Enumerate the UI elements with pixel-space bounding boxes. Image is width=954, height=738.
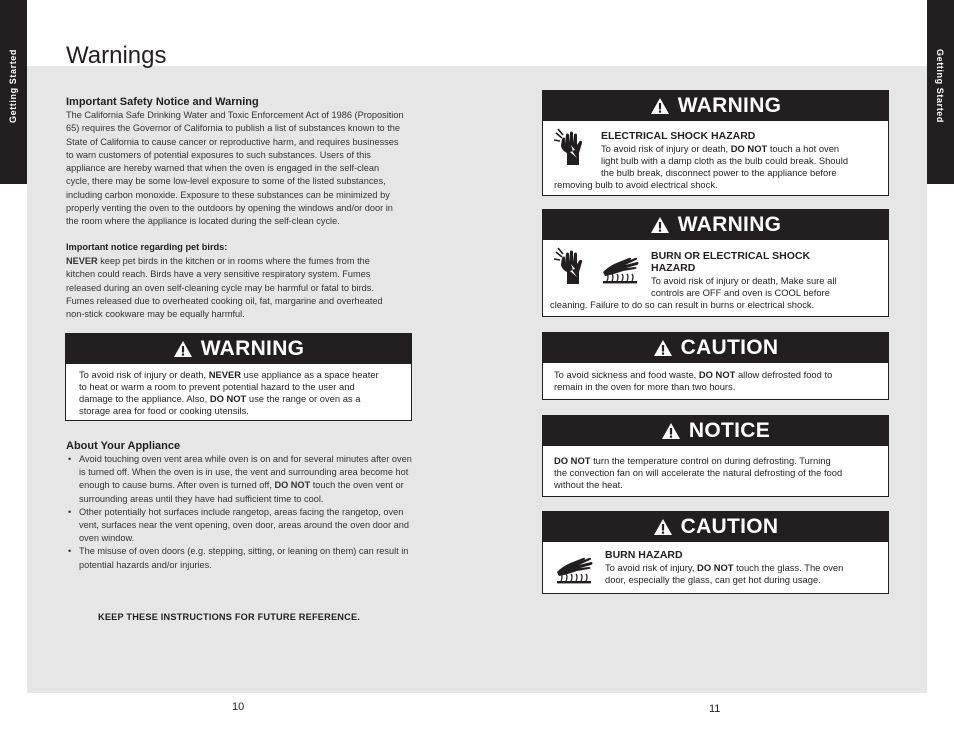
notice-header <box>543 416 888 446</box>
caution-text-line: door, especially the glass, can get hot during usage. <box>605 574 821 585</box>
food-caution-text <box>554 369 832 393</box>
caution-text-segment: To avoid risk of injury, <box>605 562 698 573</box>
burn-shock-title <box>651 250 810 274</box>
caution-header <box>543 512 888 542</box>
caution-header <box>543 333 888 363</box>
warning-triangle-icon <box>653 518 673 536</box>
birds-line: Fumes released due to overheated cooking oil, fat, margarine and overheated <box>66 295 383 306</box>
burn-hand-icon <box>553 550 597 584</box>
warning-text-line: to heat or warm a room to prevent potential hazard to the user and <box>79 381 355 392</box>
warning-triangle-icon <box>653 339 673 357</box>
warning-triangle-icon <box>173 340 193 358</box>
page-title: Warnings <box>66 42 167 69</box>
notice-text-segment: turn the temperature control on during defrosting. Turning <box>590 455 831 466</box>
safety-notice-text <box>66 109 416 229</box>
safety-line: appliance are hereby warned that when the oven is engaged in the self-clean <box>66 163 380 174</box>
do-not-emphasis: DO NOT <box>698 369 736 380</box>
birds-line: kitchen could reach. Birds have a very sensitive respiratory system. Fumes <box>66 269 371 280</box>
warning-text-line: the bulb break, disconnect power to the appliance before <box>601 167 837 178</box>
about-appliance-heading: About Your Appliance <box>66 440 181 452</box>
safety-notice-heading: Important Safety Notice and Warning <box>66 96 259 108</box>
title-line: HAZARD <box>651 262 696 274</box>
burn-hazard-text <box>605 562 843 586</box>
warning-triangle-icon <box>650 216 670 234</box>
warning-text-segment: use the range or oven as a <box>246 393 361 404</box>
safety-line: The California Safe Drinking Water and Toxic Enforcement Act of 1986 (Proposition <box>66 110 404 120</box>
warning-label: WARNING <box>677 94 782 117</box>
safety-line: properly venting the oven to the outdoors by opening the windows and/or door in <box>66 203 393 214</box>
birds-line: keep pet birds in the kitchen or in rooms where the fumes from the <box>97 256 370 266</box>
list-item <box>66 453 416 506</box>
caution-label: CAUTION <box>680 515 779 538</box>
side-tab-left-label: Getting Started <box>8 48 18 124</box>
birds-line: non-stick cookware may be equally harmful. <box>66 309 245 320</box>
electrical-shock-text <box>601 143 848 179</box>
title-line: BURN OR ELECTRICAL SHOCK <box>651 250 811 262</box>
caution-label: CAUTION <box>680 336 779 359</box>
notice-label: NOTICE <box>688 419 771 442</box>
caution-text-segment: To avoid sickness and food waste, <box>554 369 699 380</box>
safety-line: State of California to cause cancer or reproductive harm, and requires businesses <box>66 136 399 147</box>
warning-text-line: controls are OFF and oven is COOL before <box>651 287 830 298</box>
burn-shock-text-last: cleaning. Failure to do so can result in burns or electrical shock. <box>550 299 815 310</box>
bullet-text: touch the oven vent or surrounding areas until they have had sufficient time to cool. <box>79 480 404 504</box>
safety-line: to warn customers of potential exposures to such substances. Users of this <box>66 149 371 160</box>
warning-text-line: To avoid risk of injury or death, Make sure all <box>651 275 837 286</box>
do-not-emphasis: DO NOT <box>209 393 247 404</box>
do-not-emphasis: DO NOT <box>730 143 768 154</box>
space-heater-warning-box <box>65 333 412 421</box>
warning-text-line: storage area for food or cooking utensils. <box>79 405 249 416</box>
burn-hazard-title: BURN HAZARD <box>605 549 683 561</box>
warning-label: WARNING <box>677 213 782 236</box>
warning-text-segment: To avoid risk of injury or death, <box>79 369 209 380</box>
do-not-emphasis: DO NOT <box>554 455 591 466</box>
warning-header <box>543 210 888 240</box>
birds-line: released during an oven self-cleaning cycle may be harmful or fatal to birds. <box>66 282 374 293</box>
warning-triangle-icon <box>650 97 670 115</box>
food-caution-box <box>542 332 889 400</box>
electrical-shock-hand-icon <box>553 246 593 286</box>
do-not-emphasis: DO NOT <box>274 480 311 491</box>
bullet-text: Avoid touching oven vent area while oven is on and for several minutes after oven is turned off. When the oven is in use, the vent and surrounding area become hot enough to cause burns. After oven is turned off, <box>79 454 412 491</box>
burn-hand-icon <box>599 250 643 284</box>
electrical-shock-text-last: removing bulb to avoid electrical shock. <box>554 179 718 190</box>
defrost-notice-box <box>542 415 889 497</box>
safety-line: including carbon monoxide. Exposure to these substances can be minimized by <box>66 189 390 200</box>
page-number-right: 11 <box>709 703 721 715</box>
caution-text-line: remain in the oven for more than two hours. <box>554 381 736 392</box>
never-emphasis: NEVER <box>208 369 242 380</box>
burn-shock-text <box>651 275 837 299</box>
warning-label: WARNING <box>200 337 305 360</box>
pet-birds-text <box>66 255 416 321</box>
notice-text-line: without the heat. <box>554 479 623 490</box>
list-item <box>66 506 416 546</box>
do-not-emphasis: DO NOT <box>697 562 734 573</box>
space-heater-warning-text <box>79 369 379 417</box>
warning-header <box>543 91 888 121</box>
warning-text-segment: damage to the appliance. Also, <box>79 393 210 404</box>
safety-line: 65) requires the Governor of California to publish a list of substances known to the <box>66 123 400 134</box>
electrical-shock-warning-box <box>542 90 889 196</box>
safety-line: cycle, there may be some low-level exposure to some of the listed substances, <box>66 176 386 187</box>
safety-line: the room where the appliance is located during the self-clean cycle. <box>66 216 340 227</box>
warning-text-segment: use appliance as a space heater <box>241 369 379 380</box>
side-tab-right-label: Getting Started <box>935 48 945 124</box>
warning-header <box>66 334 411 364</box>
bullet-text: Other potentially hot surfaces include rangetop, areas facing the rangetop, oven vent, surfaces near the vent opening, oven door, areas around the oven door and oven window. <box>79 506 409 544</box>
defrost-notice-text <box>554 455 842 491</box>
warning-triangle-icon <box>661 422 681 440</box>
warning-text-line: light bulb with a damp cloth as the bulb could break. Should <box>601 155 849 166</box>
keep-instructions-note: KEEP THESE INSTRUCTIONS FOR FUTURE REFERENCE. <box>98 612 361 622</box>
warning-text-segment: To avoid risk of injury or death, <box>601 143 731 154</box>
list-item <box>66 545 416 571</box>
caution-text-segment: touch the glass. The oven <box>733 562 844 573</box>
burn-caution-box <box>542 511 889 594</box>
bullet-text: The misuse of oven doors (e.g. stepping, sitting, or leaning on them) can result in potential hazards and/or injuries. <box>79 546 409 570</box>
burn-shock-warning-box <box>542 209 889 317</box>
electrical-shock-title: ELECTRICAL SHOCK HAZARD <box>601 130 756 142</box>
never-emphasis: NEVER <box>66 256 98 266</box>
warning-text-segment: touch a hot oven <box>767 143 840 154</box>
pet-birds-heading: Important notice regarding pet birds: <box>66 242 228 252</box>
about-appliance-list <box>66 453 416 572</box>
page-number-left: 10 <box>232 701 245 713</box>
notice-text-line: the convection fan on will accelerate the natural defrosting of the food <box>554 467 843 478</box>
caution-text-segment: allow defrosted food to <box>735 369 833 380</box>
electrical-shock-hand-icon <box>553 127 593 167</box>
